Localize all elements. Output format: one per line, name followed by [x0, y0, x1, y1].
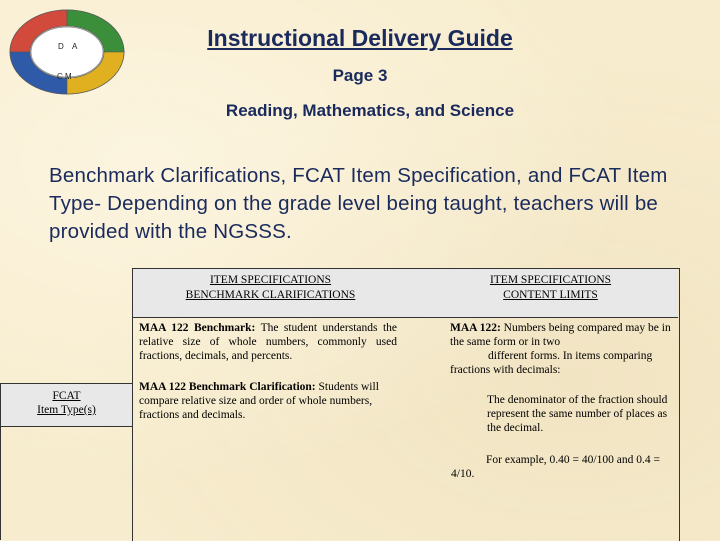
item-type-line-2: Item Type(s) — [37, 404, 96, 416]
item-type-label — [1, 384, 132, 417]
benchmark-label: MAA 122 Benchmark: — [139, 322, 256, 334]
dacm-cycle-logo — [6, 6, 128, 98]
header-a-line-2: BENCHMARK CLARIFICATIONS — [185, 289, 356, 301]
benchmark-text: The student understands the relative size of whole numbers, commonly used fractions, decimals, and percents. — [139, 322, 397, 362]
example-text-1: For example, 0.40 = 40/100 and 0.4 = — [486, 454, 660, 466]
header-a-line-1: ITEM SPECIFICATIONS — [209, 274, 332, 286]
clarification-cell — [139, 380, 397, 422]
benchmark-cell — [139, 321, 397, 363]
content-limits-cell — [450, 321, 674, 377]
logo-letter-c: C — [57, 72, 63, 81]
logo-letter-m: M — [65, 72, 72, 81]
limits-text-1: Numbers being compared may be in the same form or in two — [450, 322, 671, 348]
clarification-label: MAA 122 Benchmark Clarification: — [139, 381, 316, 393]
limits-text-2: different forms. In items comparing — [488, 350, 653, 362]
logo-letter-a: A — [72, 42, 78, 51]
example-text-2: 4/10. — [451, 468, 475, 480]
page-number: Page 3 — [332, 66, 388, 85]
header-b-line-1: ITEM SPECIFICATIONS — [489, 274, 612, 286]
denominator-note: The denominator of the fraction should represent the same number of places as the decimal. — [487, 394, 668, 434]
page-title: Instructional Delivery Guide — [207, 25, 513, 51]
subjects-subtitle: Reading, Mathematics, and Science — [225, 101, 515, 120]
header-content-limits — [423, 273, 678, 303]
example-note — [451, 453, 675, 481]
item-type-line-1: FCAT — [52, 390, 81, 402]
limits-label: MAA 122: — [450, 322, 501, 334]
item-type-header — [0, 383, 133, 427]
item-type-body — [0, 426, 133, 540]
section-heading: Benchmark Clarifications, FCAT Item Specification, and FCAT Item Type- Depending on the grade level being taught, teachers will be provided with the NGSSS. — [49, 164, 668, 243]
clarification-text: Students will compare relative size and order of whole numbers, fractions and decimals. — [139, 381, 379, 421]
header-b-line-2: CONTENT LIMITS — [503, 289, 598, 301]
spec-table-header — [133, 269, 678, 318]
limits-text-3: fractions with decimals: — [450, 364, 561, 376]
logo-letter-d: D — [58, 42, 64, 51]
header-benchmark-clarifications — [133, 273, 408, 303]
